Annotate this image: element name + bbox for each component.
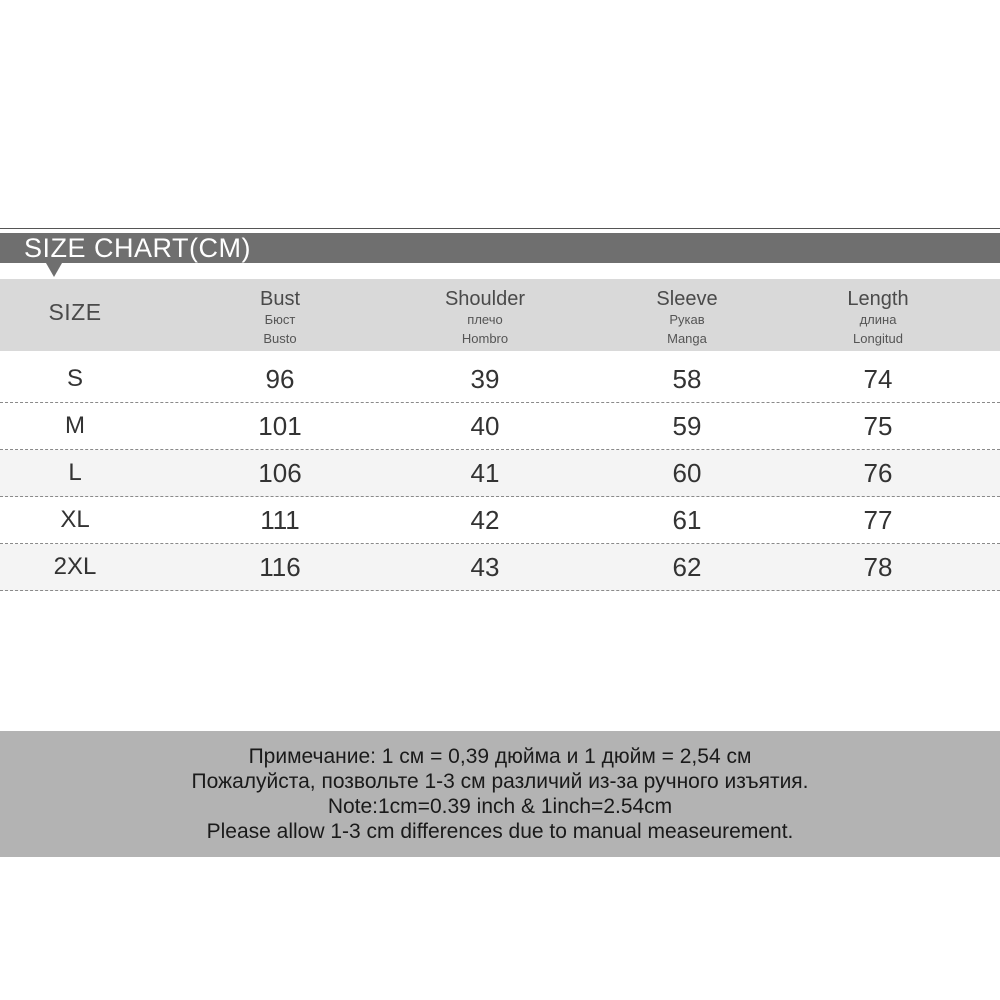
header-label-ru: Рукав — [669, 312, 705, 327]
length-cell: 74 — [863, 364, 893, 394]
bust-cell: 96 — [265, 364, 295, 394]
size-cell: L — [68, 459, 82, 486]
chart-title: SIZE CHART(CM) — [24, 233, 251, 263]
note-line-ru-conversion: Примечание: 1 см = 0,39 дюйма и 1 дюйм = 2,54 см — [248, 745, 752, 768]
length-cell: 78 — [863, 552, 893, 582]
shoulder-cell: 42 — [470, 505, 500, 535]
table-row-s — [0, 356, 1000, 403]
bust-cell: 101 — [258, 411, 302, 441]
header-label-es: Manga — [667, 331, 707, 346]
shoulder-cell: 39 — [470, 364, 500, 394]
sleeve-cell: 58 — [672, 364, 702, 394]
table-row-xl — [0, 497, 1000, 544]
table-header — [0, 279, 1000, 351]
sleeve-cell: 59 — [672, 411, 702, 441]
length-cell: 75 — [863, 411, 893, 441]
measurement-note — [0, 731, 1000, 857]
bust-cell: 111 — [260, 505, 300, 535]
sleeve-cell: 61 — [672, 505, 702, 535]
header-shoulder — [385, 288, 585, 348]
note-line-en-tolerance: Please allow 1-3 cm differences due to manual measeurement. — [206, 820, 794, 843]
header-label-en: Bust — [259, 288, 301, 310]
bust-cell: 116 — [259, 552, 301, 582]
shoulder-cell: 41 — [470, 458, 500, 488]
size-cell: 2XL — [53, 553, 97, 580]
shoulder-cell: 43 — [470, 552, 500, 582]
top-divider — [0, 228, 1000, 229]
size-cell: M — [65, 412, 85, 439]
sleeve-cell: 62 — [672, 552, 702, 582]
header-label-ru: Бюст — [264, 312, 296, 327]
note-lines — [0, 744, 1000, 844]
header-label-en: Sleeve — [656, 288, 718, 310]
sleeve-cell: 60 — [672, 458, 702, 488]
header-label-es: Hombro — [461, 331, 509, 346]
title-bar — [0, 233, 1000, 263]
header-size: SIZE — [48, 299, 102, 325]
size-cell: XL — [60, 506, 90, 533]
table-row-l — [0, 450, 1000, 497]
header-label-es: Longitud — [853, 331, 903, 346]
title-pointer — [46, 263, 62, 277]
shoulder-cell: 40 — [470, 411, 500, 441]
table-row-m — [0, 403, 1000, 450]
header-sleeve — [587, 288, 787, 348]
table-row-2xl — [0, 544, 1000, 591]
bust-cell: 106 — [258, 458, 302, 488]
length-cell: 76 — [863, 458, 893, 488]
header-label-en: Length — [847, 288, 909, 310]
header-label-en: Shoulder — [444, 288, 526, 310]
header-label-es: Busto — [263, 331, 297, 346]
header-label-ru: длина — [859, 312, 897, 327]
header-label-ru: плечо — [467, 312, 503, 327]
header-length — [778, 288, 978, 348]
note-line-ru-tolerance: Пожалуйста, позвольте 1-3 см различий из-за ручного изъятия. — [191, 770, 809, 793]
header-bust — [180, 288, 380, 348]
size-cell: S — [66, 365, 83, 392]
length-cell: 77 — [863, 505, 893, 535]
note-line-en-conversion: Note:1cm=0.39 inch & 1inch=2.54cm — [327, 795, 673, 818]
